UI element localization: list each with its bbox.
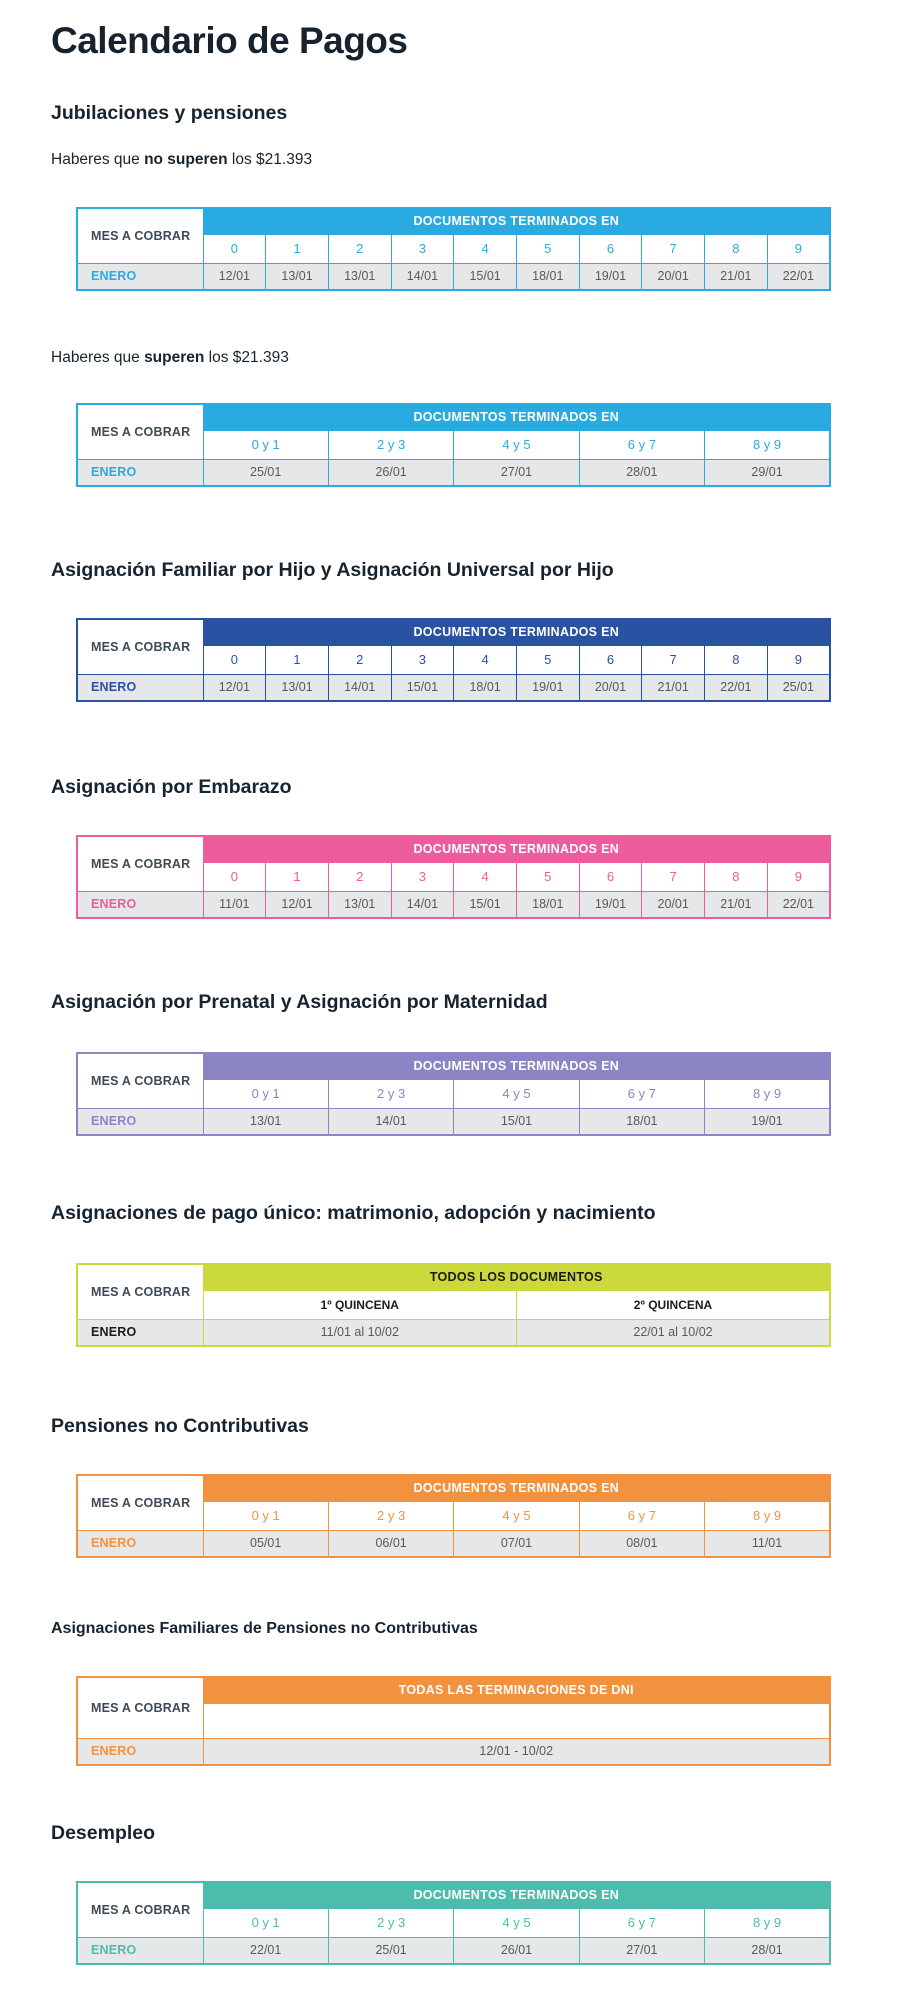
doc-ending-header: 2 [328, 234, 391, 263]
section-heading-asignaciones-familiares-pnc: Asignaciones Familiares de Pensiones no Contributivas [51, 1620, 478, 1637]
payment-date: 15/01 [391, 674, 454, 701]
payment-date: 11/01 [203, 891, 266, 918]
documents-header: DOCUMENTOS TERMINADOS EN [203, 619, 830, 645]
payment-date: 29/01 [705, 459, 830, 486]
payment-date: 06/01 [328, 1530, 453, 1557]
mes-a-cobrar-label: MES A COBRAR [77, 208, 203, 263]
payment-date: 14/01 [328, 674, 391, 701]
payment-date: 21/01 [705, 891, 768, 918]
payment-date: 12/01 [203, 263, 266, 290]
doc-ending-header: 1 [266, 645, 329, 674]
doc-ending-header: 5 [516, 234, 579, 263]
doc-ending-header: 7 [642, 234, 705, 263]
month-label: ENERO [77, 263, 203, 290]
doc-ending-header: 6 y 7 [579, 1501, 704, 1530]
doc-ending-header: 1º QUINCENA [203, 1290, 517, 1319]
payment-date: 20/01 [579, 674, 642, 701]
month-label: ENERO [77, 1108, 203, 1135]
payment-date: 19/01 [705, 1108, 830, 1135]
subtitle-no-superen [51, 151, 905, 169]
subtitle-bold-text: superen [144, 349, 205, 366]
payment-date: 21/01 [642, 674, 705, 701]
doc-ending-header: 9 [767, 645, 830, 674]
payment-date: 05/01 [203, 1530, 328, 1557]
doc-ending-header: 4 [454, 234, 517, 263]
doc-ending-header: 4 [454, 645, 517, 674]
doc-ending-header: 4 y 5 [454, 430, 579, 459]
doc-ending-header: 2 y 3 [328, 1501, 453, 1530]
mes-a-cobrar-label: MES A COBRAR [77, 404, 203, 459]
doc-ending-header: 3 [391, 645, 454, 674]
documents-header: DOCUMENTOS TERMINADOS EN [203, 1053, 830, 1079]
doc-ending-header: 0 [203, 645, 266, 674]
subtitle-bold-text: no superen [144, 151, 228, 168]
section-heading-embarazo: Asignación por Embarazo [51, 776, 292, 798]
doc-ending-header: 7 [642, 645, 705, 674]
section-heading-desempleo: Desempleo [51, 1822, 156, 1844]
payment-date: 28/01 [705, 1937, 830, 1964]
doc-ending-header: 9 [767, 234, 830, 263]
payment-date: 13/01 [203, 1108, 328, 1135]
documents-header: DOCUMENTOS TERMINADOS EN [203, 1882, 830, 1908]
payment-date: 14/01 [391, 891, 454, 918]
mes-a-cobrar-label: MES A COBRAR [77, 1053, 203, 1108]
payment-date: 21/01 [705, 263, 768, 290]
payment-date: 19/01 [579, 891, 642, 918]
payment-date: 12/01 [266, 891, 329, 918]
documents-header: DOCUMENTOS TERMINADOS EN [203, 1475, 830, 1501]
subtitle-superen [51, 349, 905, 367]
doc-ending-header: 0 [203, 862, 266, 891]
payment-date: 19/01 [579, 263, 642, 290]
payment-date: 13/01 [328, 891, 391, 918]
doc-ending-header: 2 y 3 [328, 430, 453, 459]
payments-table-jubilaciones-no-superan [76, 207, 831, 291]
payment-date: 15/01 [454, 263, 517, 290]
payment-date: 22/01 [203, 1937, 328, 1964]
doc-ending-header: 5 [516, 645, 579, 674]
doc-ending-header: 2 y 3 [328, 1908, 453, 1937]
payment-date: 13/01 [328, 263, 391, 290]
doc-ending-header: 3 [391, 234, 454, 263]
month-label: ENERO [77, 674, 203, 701]
section-heading-prenatal-maternidad: Asignación por Prenatal y Asignación por Maternidad [51, 991, 548, 1013]
doc-ending-header: 8 [705, 234, 768, 263]
payments-table-pensiones-no-contributivas [76, 1474, 831, 1558]
payment-date: 18/01 [454, 674, 517, 701]
doc-ending-header: 8 y 9 [705, 1501, 830, 1530]
payment-date: 25/01 [203, 459, 328, 486]
mes-a-cobrar-label: MES A COBRAR [77, 1264, 203, 1319]
payment-date: 12/01 - 10/02 [203, 1738, 830, 1765]
month-label: ENERO [77, 1937, 203, 1964]
payment-date: 13/01 [266, 263, 329, 290]
doc-ending-header: 0 y 1 [203, 1908, 328, 1937]
payment-date: 18/01 [516, 891, 579, 918]
payment-date: 11/01 al 10/02 [203, 1319, 517, 1346]
payment-date: 25/01 [767, 674, 830, 701]
doc-ending-header: 6 [579, 234, 642, 263]
documents-header: DOCUMENTOS TERMINADOS EN [203, 836, 830, 862]
doc-ending-header: 8 y 9 [705, 1908, 830, 1937]
payment-date: 07/01 [454, 1530, 579, 1557]
doc-ending-header: 4 y 5 [454, 1501, 579, 1530]
doc-ending-header: 6 y 7 [579, 1908, 704, 1937]
payment-date: 22/01 [767, 263, 830, 290]
payment-date: 20/01 [642, 891, 705, 918]
doc-ending-header: 1 [266, 862, 329, 891]
doc-ending-header: 7 [642, 862, 705, 891]
documents-header: TODOS LOS DOCUMENTOS [203, 1264, 830, 1290]
doc-ending-header: 0 y 1 [203, 1501, 328, 1530]
payment-date: 26/01 [328, 459, 453, 486]
payment-date: 08/01 [579, 1530, 704, 1557]
doc-ending-header: 8 [705, 645, 768, 674]
month-label: ENERO [77, 891, 203, 918]
payment-date: 11/01 [705, 1530, 830, 1557]
section-heading-asignacion-familiar-hijo: Asignación Familiar por Hijo y Asignación Universal por Hijo [51, 559, 614, 581]
doc-ending-header: 0 [203, 234, 266, 263]
page-title: Calendario de Pagos [51, 20, 408, 61]
month-label: ENERO [77, 459, 203, 486]
mes-a-cobrar-label: MES A COBRAR [77, 1677, 203, 1738]
payment-date: 22/01 [767, 891, 830, 918]
section-heading-pensiones-no-contributivas: Pensiones no Contributivas [51, 1415, 309, 1437]
payment-date: 13/01 [266, 674, 329, 701]
payment-date: 14/01 [391, 263, 454, 290]
payment-date: 27/01 [454, 459, 579, 486]
section-heading-pago-unico: Asignaciones de pago único: matrimonio, adopción y nacimiento [51, 1202, 656, 1224]
doc-ending-header: 3 [391, 862, 454, 891]
doc-ending-header: 2º QUINCENA [517, 1290, 831, 1319]
doc-ending-header: 2 y 3 [328, 1079, 453, 1108]
payments-table-embarazo [76, 835, 831, 919]
payment-date: 22/01 al 10/02 [517, 1319, 831, 1346]
payments-table-jubilaciones-superan [76, 403, 831, 487]
doc-ending-header: 0 y 1 [203, 1079, 328, 1108]
doc-ending-header: 0 y 1 [203, 430, 328, 459]
doc-ending-header: 1 [266, 234, 329, 263]
payment-date: 27/01 [579, 1937, 704, 1964]
payment-date: 20/01 [642, 263, 705, 290]
doc-ending-header: 6 [579, 862, 642, 891]
month-label: ENERO [77, 1319, 203, 1346]
payment-date: 18/01 [516, 263, 579, 290]
section-heading-jubilaciones: Jubilaciones y pensiones [51, 102, 288, 124]
doc-ending-header: 8 y 9 [705, 1079, 830, 1108]
payment-date: 26/01 [454, 1937, 579, 1964]
doc-ending-header: 6 y 7 [579, 430, 704, 459]
mes-a-cobrar-label: MES A COBRAR [77, 619, 203, 674]
mes-a-cobrar-label: MES A COBRAR [77, 1475, 203, 1530]
subtitle-text: Haberes que [51, 349, 145, 366]
subtitle-text: los $21.393 [227, 151, 313, 168]
payments-table-desempleo [76, 1881, 831, 1965]
payments-table-asignacion-familiar-hijo [76, 618, 831, 702]
doc-ending-header: 2 [328, 862, 391, 891]
month-label: ENERO [77, 1530, 203, 1557]
doc-ending-header: 5 [516, 862, 579, 891]
payments-table-prenatal-maternidad [76, 1052, 831, 1136]
subtitle-text: Haberes que [51, 151, 145, 168]
payment-date: 12/01 [203, 674, 266, 701]
mes-a-cobrar-label: MES A COBRAR [77, 1882, 203, 1937]
payment-date: 25/01 [328, 1937, 453, 1964]
payments-table-pago-unico [76, 1263, 831, 1347]
documents-header: DOCUMENTOS TERMINADOS EN [203, 208, 830, 234]
doc-ending-header: 9 [767, 862, 830, 891]
doc-ending-header: 4 y 5 [454, 1079, 579, 1108]
payment-date: 28/01 [579, 459, 704, 486]
doc-ending-header: 8 y 9 [705, 430, 830, 459]
doc-ending-header: 6 y 7 [579, 1079, 704, 1108]
documents-header: TODAS LAS TERMINACIONES DE DNI [203, 1677, 830, 1703]
doc-ending-header: 4 [454, 862, 517, 891]
doc-ending-header: 8 [705, 862, 768, 891]
payment-date: 15/01 [454, 891, 517, 918]
payment-date: 18/01 [579, 1108, 704, 1135]
payment-date: 22/01 [705, 674, 768, 701]
doc-ending-header: 4 y 5 [454, 1908, 579, 1937]
subtitle-text: los $21.393 [204, 349, 289, 366]
payment-date: 19/01 [516, 674, 579, 701]
month-label: ENERO [77, 1738, 203, 1765]
doc-ending-header: 2 [328, 645, 391, 674]
mes-a-cobrar-label: MES A COBRAR [77, 836, 203, 891]
documents-header: DOCUMENTOS TERMINADOS EN [203, 404, 830, 430]
doc-ending-header: 6 [579, 645, 642, 674]
doc-ending-header [203, 1703, 830, 1738]
payments-table-asignaciones-familiares-pnc [76, 1676, 831, 1766]
payment-date: 15/01 [454, 1108, 579, 1135]
payment-date: 14/01 [328, 1108, 453, 1135]
